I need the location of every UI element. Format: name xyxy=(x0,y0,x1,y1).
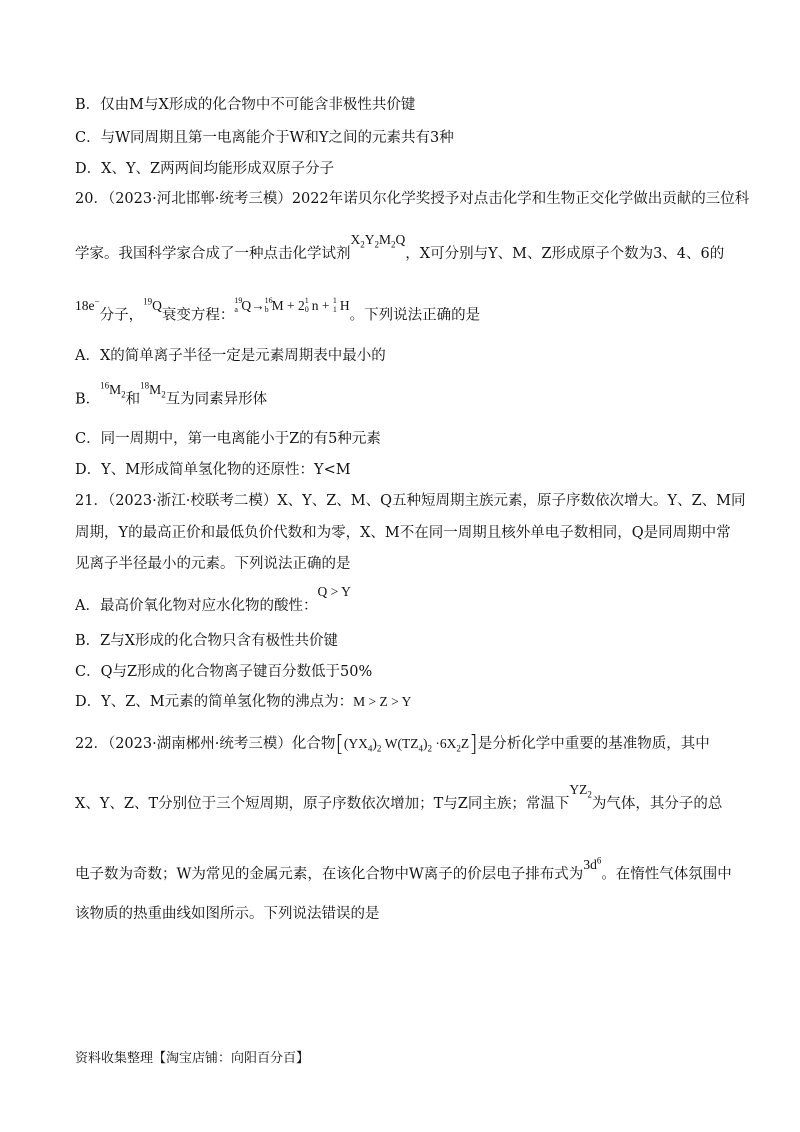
q20-option-b-label: B． xyxy=(75,391,101,408)
q22-stem-text2-cont: 为气体，其分子的总 xyxy=(591,796,723,812)
q20-option-c: C．同一周期中，第一电离能小于Z的有5种元素 xyxy=(75,431,381,447)
q20-option-d: D．Y、M形成简单氢化物的还原性：Y<M xyxy=(75,462,351,478)
q20-stem-line1: 20．（2023·河北邯郸·统考三模）2022年诺贝尔化学奖授予对点击化学和生物正交化学做出贡献的三位科 xyxy=(75,191,750,207)
q21-stem-line3: 见离子半径最小的元素。下列说法正确的是 xyxy=(75,556,351,572)
q20-stem-line2 xyxy=(75,232,725,269)
q20-option-a: A．X的简单离子半径一定是元素周期表中最小的 xyxy=(75,348,386,364)
q22-stem-text2: X、Y、Z、T分别位于三个短周期，原子序数依次增加；T与Z同主族；常温下 xyxy=(75,796,570,812)
q-isotope-formula: $^{19}$Q xyxy=(143,296,162,313)
q20-decay-label: 衰变方程： xyxy=(161,307,235,324)
electron-count-formula: 18e− xyxy=(75,296,100,313)
q20-option-b-text: 互为同素异形体 xyxy=(165,391,268,408)
q22-stem-text3: 电子数为奇数；W为常见的金属元素，在该化合物中W离子的价层电子排布式为 xyxy=(75,866,584,883)
q21-option-a-formula: Q > Y xyxy=(317,584,351,599)
q19-option-c: C．与W同周期且第一电离能介于W和Y之间的元素共有3种 xyxy=(75,130,454,146)
q22-stem-text-cont: 是分析化学中重要的基准物质，其中 xyxy=(477,736,710,752)
q22-stem-line3 xyxy=(75,855,732,885)
q21-option-c: C．Q与Z形成的化合物离子键百分数低于50% xyxy=(75,664,373,680)
compound-formula: [$(YX_4)_2$ $W(TZ_4)_2 \cdot 6X_2Z$] xyxy=(335,731,478,757)
reagent-formula: $X_2Y_2M_2Q$ xyxy=(350,232,406,250)
q21-option-a-text: A．最高价氧化物对应水化物的酸性： xyxy=(75,598,318,614)
q21-stem-line1: 21．（2023·浙江·校联考二模）X、Y、Z、M、Q五种短周期主族元素，原子序数依次增大。Y、Z、M同 xyxy=(75,493,746,509)
yz2-formula: $YZ_2$ xyxy=(569,782,592,800)
q22-stem-text3-cont: 。在惰性气体氛围中 xyxy=(601,866,732,883)
q20-and: 和 xyxy=(125,391,141,408)
q21-option-b: B．Z与X形成的化合物只含有极性共价键 xyxy=(75,633,339,649)
q22-stem-line4: 该物质的热重曲线如图所示。下列说法错误的是 xyxy=(75,906,380,922)
q20-stem-text-cont: ，X可分别与Y、M、Z形成原子个数为3、4、6的 xyxy=(405,246,725,262)
decay-equation: 19 a Q→ 16 b M + 2 1 0 n + 1 1 H xyxy=(234,296,350,315)
q22-stem-line2 xyxy=(75,782,723,819)
q19-option-b: B．仅由M与X形成的化合物中不可能含非极性共价键 xyxy=(75,97,416,113)
q21-option-d xyxy=(75,692,411,712)
m18-formula: $^{18}M_2$ xyxy=(140,380,166,400)
q19-option-d: D．X、Y、Z两两间均能形成双原子分子 xyxy=(75,161,335,177)
q20-question-text: 。下列说法正确的是 xyxy=(349,307,481,324)
footer-credit: 资料收集整理【淘宝店铺：向阳百分百】 xyxy=(75,1051,310,1066)
q20-option-b xyxy=(75,380,268,414)
electron-config-formula: $3d^6$ xyxy=(583,855,602,872)
q20-molecule-text: 分子， xyxy=(99,307,144,324)
q22-stem-line1 xyxy=(75,731,710,759)
q21-option-a xyxy=(75,584,351,616)
q21-stem-line2: 周期，Y的最高正价和最低负价代数和为零，X、M不在同一周期且核外单电子数相同，Q是同周期中常 xyxy=(75,525,731,541)
q21-option-d-text: D．Y、Z、M元素的简单氢化物的沸点为： xyxy=(75,694,354,710)
q20-stem-line3 xyxy=(75,296,481,326)
m16-formula: $^{16}M_2$ xyxy=(100,380,126,400)
q20-stem-text: 学家。我国科学家合成了一种点击化学试剂 xyxy=(75,246,351,262)
q22-stem-text: 22．（2023·湖南郴州·统考三模）化合物 xyxy=(75,736,336,752)
q21-option-d-formula: M > Z > Y xyxy=(353,694,412,709)
